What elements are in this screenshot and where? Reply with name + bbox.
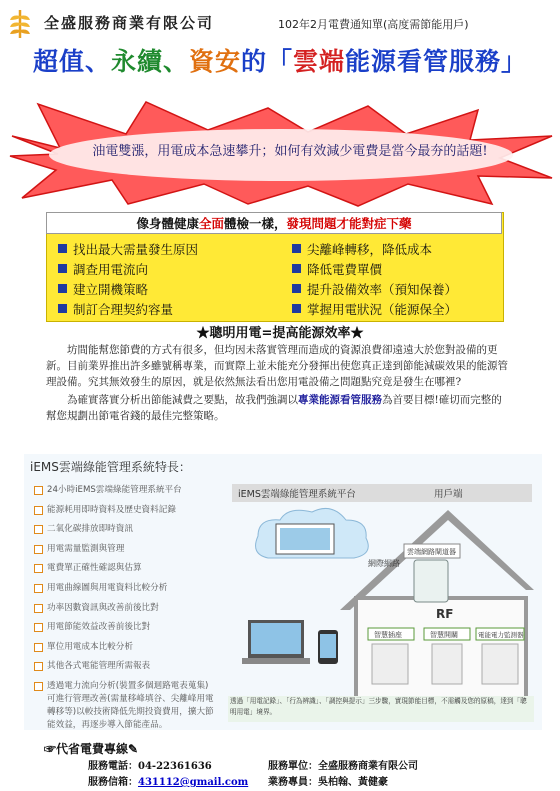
headline-part: 的「 [240,47,293,76]
feature-item [34,543,216,556]
benefit-item [292,300,457,320]
benefit-text: 提升設備效率（預知保養） [307,282,458,297]
checkbox-icon [34,623,43,632]
benefit-item [292,260,457,280]
feature-text: 24小時iEMS雲端綠能管理系統平台 [47,485,182,495]
email-link[interactable]: 431112@gmail.com [138,777,249,788]
mail-line [88,773,248,788]
headline [0,42,560,78]
phone-line [88,757,212,772]
switch-label: 智慧開關 [430,631,458,639]
company-logo [6,8,34,40]
feature-item [34,680,216,732]
unit-label: 服務單位： [268,761,318,772]
left-benefit-list [58,240,198,320]
bill-notice: 102年2月電費通知單(高度需節能用戶) [278,18,469,31]
para-emphasis: 專業能源看管服務 [298,394,382,406]
title-part: 像身體健康 [136,216,199,231]
gateway-device-icon [414,560,448,602]
power-meter-icon [482,644,518,684]
para-text: 為首要目標!確切而完整的幫您規劃出節電省錢的最佳完整策略。 [46,394,502,422]
feature-list [34,484,216,739]
burst-message: 油電雙漲，用電成本急速攀升；如何有效減少電費是當今最夯的話題! [92,144,488,159]
feature-item [34,562,216,575]
rf-label: RF [436,607,454,621]
headline-part: 超值、 [32,47,111,76]
benefit-item [58,240,198,260]
square-bullet-icon [58,264,67,273]
phone-number[interactable]: 04-22361636 [138,761,212,772]
checkbox-icon [34,506,43,515]
benefit-item [58,300,198,320]
feature-item [34,621,216,634]
section-title: ★聰明用電=提高能源效率★ [196,326,364,341]
square-bullet-icon [58,284,67,293]
diagram-caption: 透過「用電記錄」、「行為辨識」、「調控與提示」三步驟，實現節能目標，不需觸及您的原稿，達到「聰明用電」境界。 [230,697,527,716]
title-red-part: 全面 [198,216,224,231]
feature-item [34,523,216,536]
benefit-text: 掌握用電狀況（能源保全） [307,302,458,317]
headline-part: 永續、 [110,47,189,76]
feature-item [34,504,216,517]
gateway-label: 雲端網路閘道器 [407,548,456,556]
feature-text: 能源耗用即時資料及歷史資料記錄 [47,504,176,515]
checkbox-icon [34,662,43,671]
checkbox-icon [34,486,43,495]
benefit-item [58,280,198,300]
square-bullet-icon [292,284,301,293]
benefit-text: 降低電費單價 [307,262,383,277]
right-benefit-list [292,240,457,320]
feature-item [34,582,216,595]
platform-label: iEMS雲端綠能管理系統平台 [238,489,356,500]
mail-label: 服務信箱： [88,777,138,788]
company-name: 全盛服務商業有限公司 [44,14,215,32]
panel-title: iEMS雲端綠能管理系統特長： [30,460,191,474]
benefit-item [292,280,457,300]
checkbox-icon [34,682,43,691]
para-text: 為確實落實分析出節能減費之要點，故我們強調以 [67,394,298,406]
square-bullet-icon [292,244,301,253]
benefit-item [292,240,457,260]
square-bullet-icon [292,304,301,313]
unit-name: 全盛服務商業有限公司 [318,761,418,772]
smart-socket-icon [372,644,408,684]
checkbox-icon [34,643,43,652]
checkbox-icon [34,545,43,554]
meter-label: 電能電力監測器 [478,631,524,639]
checkbox-icon [34,564,43,573]
feature-text: 用電曲線圖與用電資料比較分析 [47,582,168,593]
square-bullet-icon [58,304,67,313]
system-diagram [228,480,538,726]
socket-label: 智慧插座 [374,631,402,639]
benefit-text: 建立開機策略 [73,282,149,297]
headline-part: 能源看管服務 [345,47,502,76]
square-bullet-icon [58,244,67,253]
benefit-text: 調查用電流向 [73,262,149,277]
feature-item [34,641,216,654]
unit-line [268,757,418,772]
benefit-text: 尖離峰轉移，降低成本 [307,242,433,257]
feature-item [34,602,216,615]
feature-text: 功率因數資訊與改善前後比對 [47,602,159,613]
phone-label: 服務電話： [88,761,138,772]
title-red-part: 發現問題才能對症下藥 [286,216,412,231]
screen-map [280,528,330,550]
feature-item [34,660,216,673]
footer-title: ☞代省電費專線✎ [44,742,139,756]
benefit-text: 制訂合理契約容量 [73,302,174,317]
strategy-paragraph [46,392,510,424]
benefit-item [58,260,198,280]
checkbox-icon [34,525,43,534]
checkbox-icon [34,584,43,593]
feature-item [34,484,216,497]
feature-text: 其他各式電能管理所需報表 [47,661,151,672]
checkbox-icon [34,604,43,613]
square-bullet-icon [292,264,301,273]
staff-names: 吳柏翰、黃健豪 [318,777,388,788]
headline-part: 資安 [188,47,241,76]
headline-part: 雲端 [293,47,346,76]
network-label: 網際網路 [368,559,400,568]
intro-paragraph: 坊間能幫您節費的方式有很多，但均因未落實管理而造成的資源浪費卻遠遠大於您對設備的更新。目前業界推出許多雖號稱專業，而實際上並未能充分發揮出使您真正達到節能減碳效果的能源管理設備。究其無效發生的原因，就是依然無法看出您用電設備之問題點究竟是發生在哪裡? [46,344,508,388]
smart-switch-icon [432,644,462,684]
feature-text: 電費單正確性確認與估算 [47,563,142,574]
title-part: 體檢一樣， [224,216,287,231]
feature-text: 用電需量監測與管理 [47,543,125,554]
feature-text: 單位用電成本比較分析 [47,641,133,652]
staff-label: 業務專員： [268,777,318,788]
feature-text: 透過電力流向分析(裝置多個迴路電表蒐集) 可進行管理改善(需量移峰填谷、尖離峰用電轉移等)以較技術降低先期投資費用，擴大節能效益，再逐步導入節能產品。 [47,680,214,730]
feature-text: 二氧化碳排放即時資訊 [47,524,133,535]
user-side-label: 用戶端 [434,489,463,500]
benefit-text: 找出最大需量發生原因 [73,242,199,257]
headline-part: 」 [501,47,528,76]
staff-line [268,773,388,788]
highlight-title [46,212,502,234]
feature-text: 用電節能效益改善前後比對 [47,622,151,633]
